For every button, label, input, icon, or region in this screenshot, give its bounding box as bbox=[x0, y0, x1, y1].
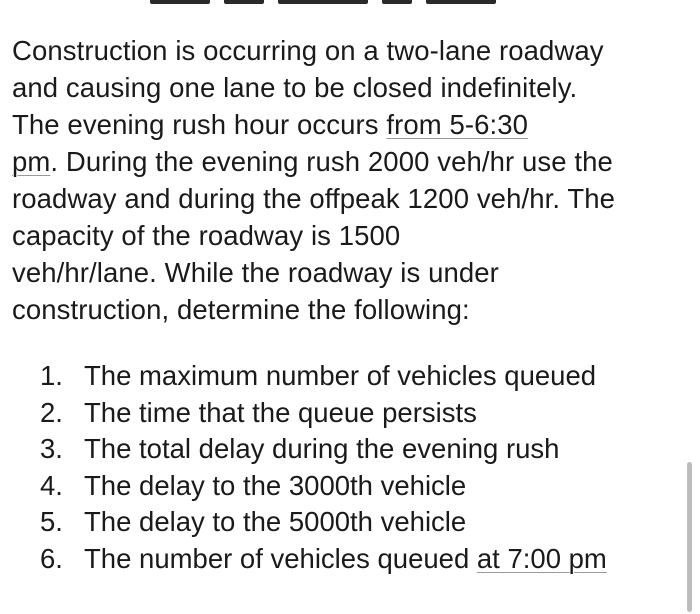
question-number: 4. bbox=[40, 469, 63, 501]
question-number: 5. bbox=[40, 506, 63, 538]
question-item bbox=[40, 541, 607, 578]
question-item bbox=[40, 431, 607, 468]
question-item bbox=[40, 504, 607, 541]
time-range-link[interactable]: from 5-6:30 bbox=[386, 109, 529, 140]
question-number: 3. bbox=[40, 433, 63, 465]
question-text: The delay to the 5000th vehicle bbox=[84, 506, 467, 538]
question-item bbox=[40, 468, 607, 505]
time-unit-link[interactable]: pm bbox=[12, 146, 51, 177]
vertical-scrollbar[interactable] bbox=[687, 462, 692, 612]
problem-line: capacity of the roadway is 1500 bbox=[12, 220, 401, 251]
question-text: The time that the queue persists bbox=[84, 396, 477, 428]
question-number: 6. bbox=[40, 542, 63, 574]
problem-line: construction, determine the following: bbox=[12, 294, 470, 325]
problem-statement bbox=[12, 32, 682, 328]
question-text bbox=[84, 541, 607, 578]
problem-text: The evening rush hour occurs bbox=[12, 109, 387, 140]
question-text: The total delay during the evening rush bbox=[84, 433, 560, 465]
problem-line: and causing one lane to be closed indefinitely. bbox=[12, 72, 578, 103]
question-item bbox=[40, 358, 607, 395]
question-text: The delay to the 3000th vehicle bbox=[84, 469, 467, 501]
question-text-part: The number of vehicles queued bbox=[84, 542, 477, 574]
problem-line bbox=[12, 143, 682, 180]
problem-line: veh/hr/lane. While the roadway is under bbox=[12, 257, 499, 288]
problem-line: Construction is occurring on a two-lane roadway bbox=[12, 35, 604, 66]
question-item bbox=[40, 395, 607, 432]
question-number: 2. bbox=[40, 396, 63, 428]
problem-line: roadway and during the offpeak 1200 veh/hr. The bbox=[12, 183, 616, 214]
problem-line bbox=[12, 106, 682, 143]
question-text: The maximum number of vehicles queued bbox=[84, 360, 597, 391]
problem-text: . During the evening rush 2000 veh/hr use the bbox=[50, 146, 613, 177]
time-link[interactable]: at 7:00 pm bbox=[476, 542, 607, 574]
question-number: 1. bbox=[40, 360, 63, 391]
clipped-previous-text bbox=[0, 0, 700, 8]
question-list bbox=[40, 358, 607, 578]
